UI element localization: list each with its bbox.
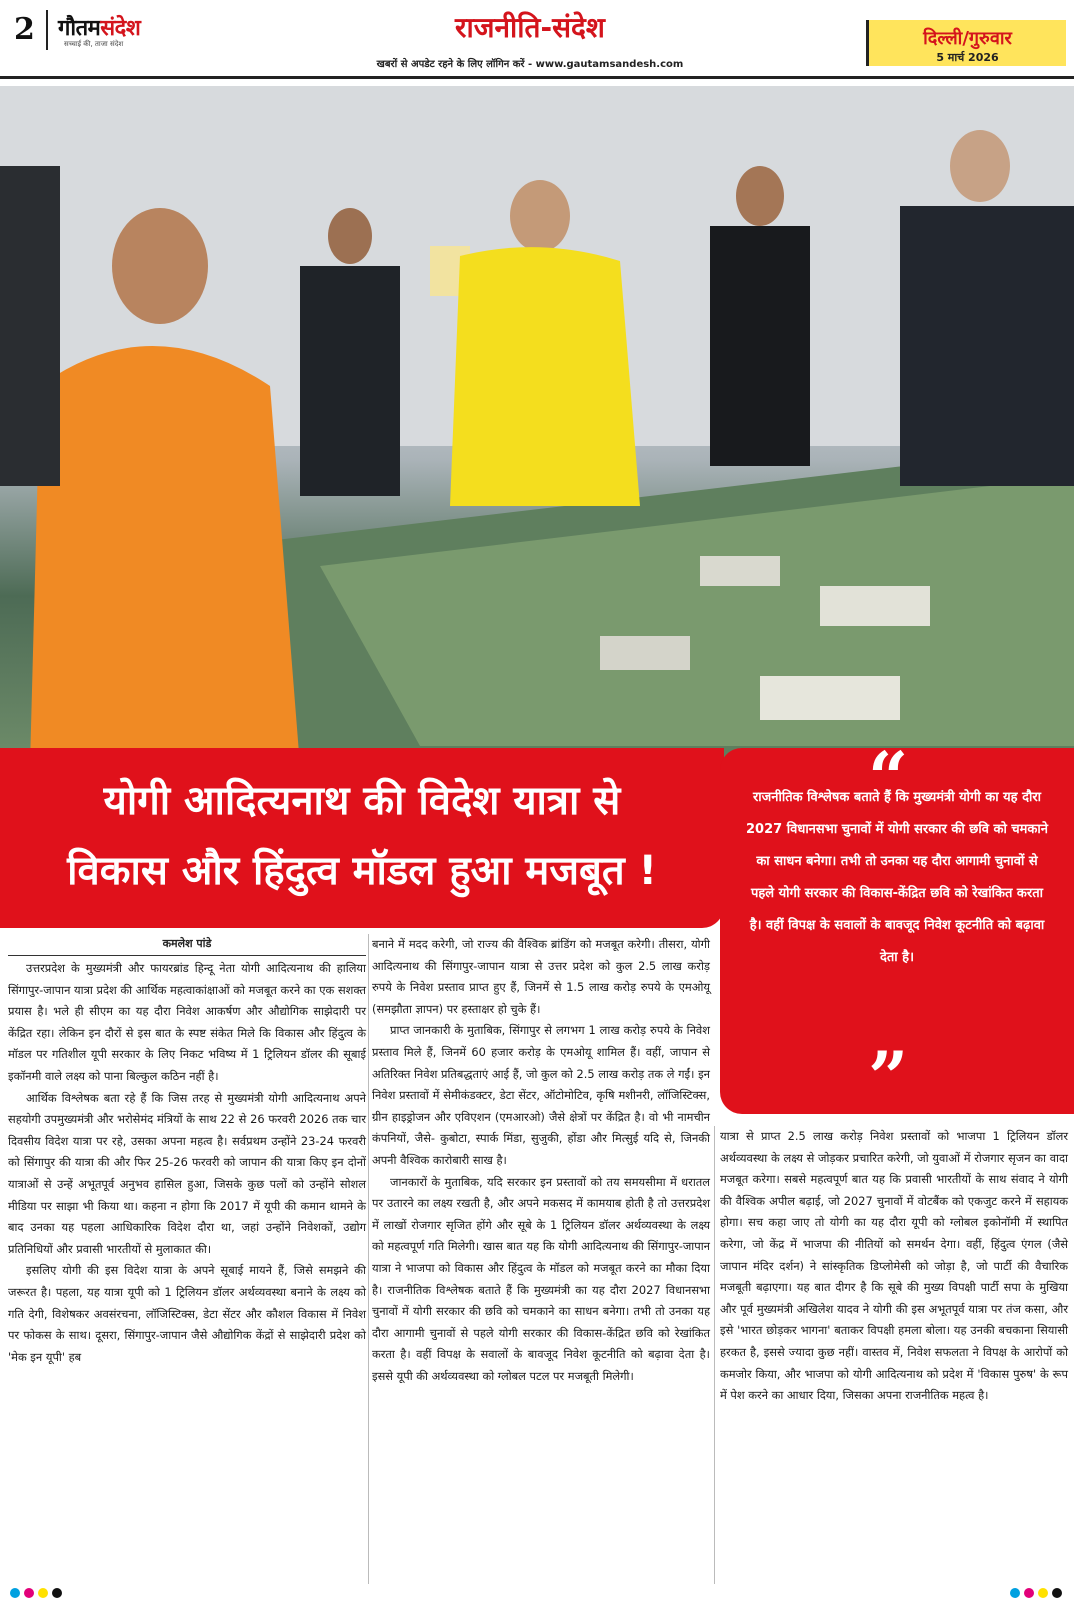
photo-model-building bbox=[600, 636, 690, 670]
masthead-rule bbox=[0, 76, 1074, 79]
login-strip[interactable]: खबरों से अपडेट रहने के लिए लॉगिन करें - www.gautamsandesh.com bbox=[376, 59, 684, 70]
brand-logo bbox=[58, 12, 140, 42]
photo-person-head bbox=[950, 130, 1010, 202]
article-paragraph: इसलिए योगी की इस विदेश यात्रा के अपने सूबाई मायने हैं, जिसे समझने की जरूरत है। पहला, यह यात्रा यूपी को 1 ट्रिलियन डॉलर अर्थव्यवस्था बनाने के लक्ष्य को गति देगी, विशेषकर अवसंरचना, लॉजिस्टिक्स, डेटा सेंटर और कौशल विकास में निवेश पर फोकस के साथ। दूसरा, सिंगापुर-जापान जैसे औद्योगिक केंद्रों से साझेदारी प्रदेश को 'मेक इन यूपी' हब bbox=[8, 1263, 366, 1364]
headline-band bbox=[0, 748, 724, 928]
column-divider bbox=[368, 934, 369, 1584]
photo-person-suit bbox=[900, 206, 1074, 486]
article-column-3 bbox=[720, 1126, 1068, 1407]
byline-rule bbox=[8, 955, 366, 956]
news-photo-illustration bbox=[0, 86, 1074, 766]
brand-logo-part1: गौतम bbox=[58, 16, 101, 41]
photo-person-head bbox=[510, 180, 570, 252]
page-number: 2 bbox=[14, 12, 35, 47]
photo-person-head bbox=[736, 166, 784, 226]
quote-close-icon: ” bbox=[868, 1036, 909, 1119]
print-registration-marks bbox=[0, 1586, 1074, 1600]
registration-dot bbox=[1052, 1588, 1062, 1598]
section-title: राजनीति-संदेश bbox=[455, 11, 605, 44]
article-paragraph: बनाने में मदद करेगी, जो राज्य की वैश्विक ब्रांडिंग को मजबूत करेगी। तीसरा, योगी आदित्यनाथ की सिंगापुर-जापान यात्रा से उत्तर प्रदेश को कुल 2.5 लाख करोड़ रुपये के निवेश प्रस्ताव प्राप्त हुए हैं, जिनमें से 1.5 लाख करोड़ रुपये के एमओयू (समझौता ज्ञापन) पर हस्ताक्षर हो चुके हैं। bbox=[372, 937, 710, 1016]
photo-person-yellow-jacket bbox=[450, 247, 640, 506]
photo-person-suit bbox=[300, 266, 400, 496]
headline-line2: विकास और हिंदुत्व मॉडल हुआ मजबूत ! bbox=[67, 848, 657, 894]
article-paragraph: जानकारों के मुताबिक, यदि सरकार इन प्रस्तावों को तय समयसीमा में धरातल पर उतारने का लक्ष्य रखती है, और अपने मकसद में कामयाब होती है तो उत्तरप्रदेश में लाखों रोजगार सृजित होंगे और सूबे के 1 ट्रिलियन डॉलर अर्थव्यवस्था के लक्ष्य को महत्वपूर्ण गति मिलेगी। खास बात यह कि योगी आदित्यनाथ की सिंगापुर-जापान यात्रा ने भाजपा को विकास और हिंदुत्व के मॉडल को मजबूत करने का मौका दिया है। राजनीतिक विश्लेषक बताते हैं कि मुख्यमंत्री का यह दौरा 2027 विधानसभा चुनावों में योगी सरकार की छवि को चमकाने का साधन बनेगा। तभी तो उनका यह दौरा आगामी चुनावों से पहले योगी सरकार की विकास-केंद्रित छवि को रेखांकित करता है। वहीं विपक्ष के सवालों के बावजूद निवेश कूटनीति को बढ़ावा देता है। इससे यूपी की अर्थव्यवस्था को ग्लोबल पटल पर मजबूती मिलेगी। bbox=[372, 1174, 710, 1383]
brand-logo-part2: संदेश bbox=[100, 16, 141, 41]
registration-dot bbox=[1010, 1588, 1020, 1598]
masthead bbox=[0, 0, 1074, 78]
edition-date: 5 मार्च 2026 bbox=[936, 51, 999, 64]
registration-dot bbox=[10, 1588, 20, 1598]
byline: कमलेश पांडे bbox=[162, 937, 212, 950]
photo-model-building bbox=[820, 586, 930, 626]
registration-dot bbox=[52, 1588, 62, 1598]
headline bbox=[0, 766, 724, 906]
article-paragraph: आर्थिक विश्लेषक बता रहे हैं कि जिस तरह से मुख्यमंत्री योगी आदित्यनाथ अपने सहयोगी उपमुख्यमंत्री और भरोसेमंद मंत्रियों के साथ 22 से 26 फरवरी 2026 तक चार दिवसीय विदेश यात्रा पर रहे, उसका अपना महत्व है। सर्वप्रथम उन्होंने 23-24 फरवरी को सिंगापुर की यात्रा की और फिर 25-26 फरवरी को जापान की यात्रा किए इन दोनों यात्राओं से उन्हें अभूतपूर्व अनुभव हासिल हुआ, जिसके कुछ पलों को उन्होंने सोशल मीडिया पर साझा भी किया था। कहना न होगा कि 2017 में यूपी की कमान थामने के बाद उनका यह पहला आधिकारिक विदेश दौरा था, जहां उन्होंने निवेशकों, उद्योग प्रतिनिधियों और प्रवासी भारतीयों से मुलाकात की। bbox=[8, 1090, 366, 1256]
column-divider bbox=[714, 1126, 715, 1584]
date-box bbox=[866, 20, 1066, 66]
photo-person-head bbox=[112, 208, 208, 324]
pullquote-text: राजनीतिक विश्लेषक बताते हैं कि मुख्यमंत्री योगी का यह दौरा 2027 विधानसभा चुनावों में योगी सरकार की छवि को चमकाने का साधन बनेगा। तभी तो उनका यह दौरा आगामी चुनावों से पहले योगी सरकार की विकास-केंद्रित छवि को रेखांकित करता है। वहीं विपक्ष के सवालों के बावजूद निवेश कूटनीति को बढ़ावा देता है। bbox=[746, 790, 1048, 965]
photo-person-head bbox=[328, 208, 372, 264]
news-photo bbox=[0, 86, 1074, 766]
masthead-divider bbox=[46, 10, 48, 50]
photo-model-building bbox=[760, 676, 900, 720]
photo-person-saffron-robe bbox=[30, 346, 300, 766]
registration-dot bbox=[38, 1588, 48, 1598]
article-column-2 bbox=[372, 934, 710, 1387]
edition-day: दिल्ली/गुरुवार bbox=[923, 28, 1012, 49]
registration-dot bbox=[1024, 1588, 1034, 1598]
brand-tagline: सच्चाई की, ताजा संदेश bbox=[64, 40, 124, 48]
photo-model-building bbox=[700, 556, 780, 586]
pullquote-box bbox=[720, 736, 1074, 1119]
article-paragraph: यात्रा से प्राप्त 2.5 लाख करोड़ निवेश प्रस्तावों को भाजपा 1 ट्रिलियन डॉलर अर्थव्यवस्था के लक्ष्य से जोड़कर प्रचारित करेगी, जो युवाओं में रोजगार सृजन का वादा मजबूत करेगा। सबसे महत्वपूर्ण बात यह कि प्रवासी भारतीयों के साथ संवाद ने योगी की वैश्विक अपील बढ़ाई, जो 2027 चुनावों में वोटबैंक को एकजुट करने में सहायक होगा। सच कहा जाए तो योगी का यह दौरा यूपी को ग्लोबल इकोनॉमी में स्थापित करेगा, जो केंद्र में भाजपा की नीतियों को समर्थन देगा। वहीं, हिंदुत्व एंगल (जैसे जापान मंदिर दर्शन) ने सांस्कृतिक डिप्लोमेसी को जोड़ा है, जो पार्टी की वैचारिक मजबूती बढ़ाएगा। यह बात दीगर है कि सूबे की मुख्य विपक्षी पार्टी सपा के मुखिया और पूर्व मुख्यमंत्री अखिलेश यादव ने योगी की इस अभूतपूर्व यात्रा पर तंज कसा, और इसे 'भारत छोड़कर भागना' बताकर विपक्षी हमला बोला। यह उनकी बचकाना सियासी हरकत है, इससे ज्यादा कुछ नहीं। वास्तव में, निवेश सफलता ने विपक्ष के आरोपों को कमजोर किया, और भाजपा को योगी आदित्यनाथ को प्रदेश में 'विकास पुरुष' के रूप में पेश करने का आधार दिया, जिसका अपना राजनीतिक महत्व है। bbox=[720, 1129, 1068, 1403]
article-paragraph: उत्तरप्रदेश के मुख्यमंत्री और फायरब्रांड हिन्दू नेता योगी आदित्यनाथ की हालिया सिंगापुर-जापान यात्रा प्रदेश की आर्थिक महत्वाकांक्षाओं को मजबूत करने का एक सशक्त प्रयास है। भले ही सीएम का यह दौरा निवेश आकर्षण और औद्योगिक साझेदारी पर केंद्रित रहा। लेकिन इन दौरों से इस बात के स्पष्ट संकेत मिले कि विकास और हिंदुत्व के मॉडल पर गतिशील यूपी सरकार के लिए निकट भविष्य में 1 ट्रिलियन डॉलर की सूबाई इकॉनमी वाले लक्ष्य को पाना बिल्कुल कठिन नहीं है। bbox=[8, 961, 366, 1083]
registration-dot bbox=[1038, 1588, 1048, 1598]
registration-dot bbox=[24, 1588, 34, 1598]
photo-person-suit bbox=[0, 166, 60, 486]
article-column-1 bbox=[8, 958, 366, 1368]
photo-person-suit bbox=[710, 226, 810, 466]
quote-open-icon: “ bbox=[868, 736, 909, 819]
article-paragraph: प्राप्त जानकारी के मुताबिक, सिंगापुर से लगभग 1 लाख करोड़ रुपये के निवेश प्रस्ताव मिले हैं, जिनमें 60 हजार करोड़ के एमओयू शामिल हैं। वहीं, जापान से अतिरिक्त निवेश प्रतिबद्धताएं आई हैं, जो कुल को 2.5 लाख करोड़ तक ले गईं। इन निवेश प्रस्तावों में सेमीकंडक्टर, डेटा सेंटर, ऑटोमोटिव, कृषि मशीनरी, लॉजिस्टिक्स, ग्रीन हाइड्रोजन और एविएशन (एमआरओ) जैसे क्षेत्रों पर केंद्रित है। वो भी नामचीन कंपनियों, जैसे- कुबोटा, स्पार्क मिंडा, सुजुकी, होंडा और मित्सुई यदि से, जिनकी अपनी वैश्विक कारोबारी साख है। bbox=[372, 1023, 710, 1167]
headline-line1: योगी आदित्यनाथ की विदेश यात्रा से bbox=[103, 778, 621, 824]
